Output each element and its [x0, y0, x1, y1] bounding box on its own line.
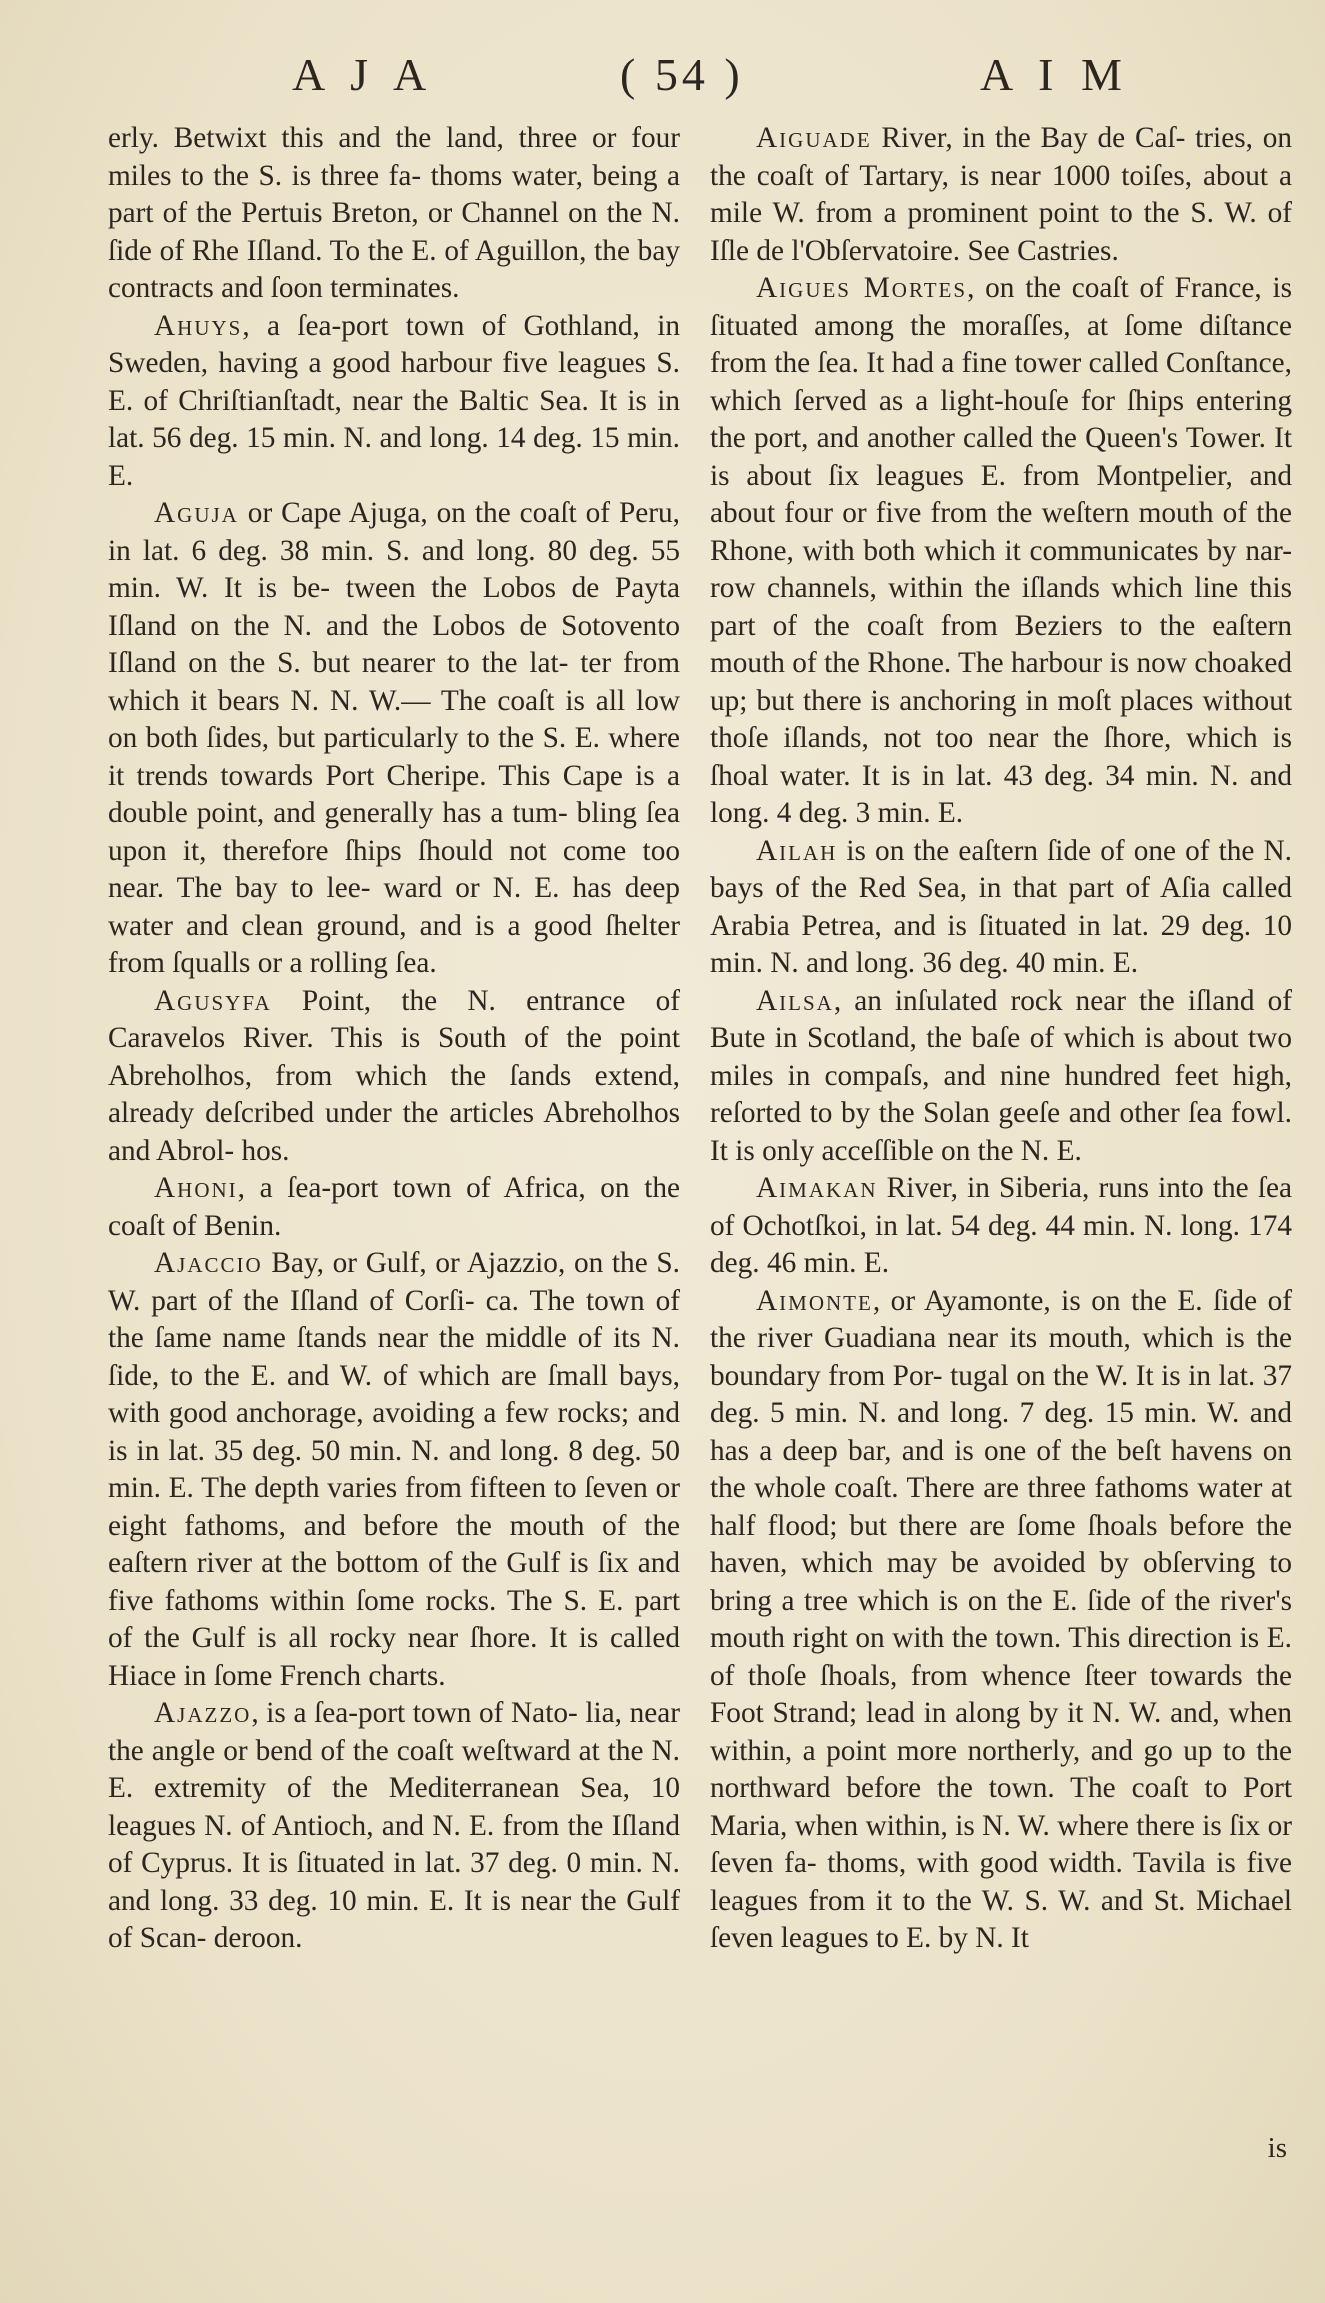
- gazetteer-entry-aimonte: [710, 1283, 1292, 1958]
- page-number: ( 54 ): [620, 49, 744, 100]
- running-header: [0, 48, 1325, 118]
- entry-headword: Ajaccio: [154, 1247, 263, 1279]
- entry-headword: Aimakan: [756, 1172, 878, 1204]
- entry-headword: Ailsa: [756, 984, 834, 1017]
- entry-text: , an inſulated rock near the iſland of Bute in Scotland, the baſe of which is about two miles in compaſs, and nine hundred feet high, reſorted to by the Solan geeſe and other ſea fowl. It is only acceſſible on the N. E.: [710, 984, 1292, 1167]
- entry-text: , a ſea-port town of Africa, on the coaſt of Benin.: [108, 1172, 680, 1242]
- gazetteer-entry-ailah: [710, 833, 1292, 983]
- catchword: is: [1267, 2132, 1287, 2164]
- header-right-guideword: A I M: [980, 49, 1130, 100]
- entry-text: , is a ſea-port town of Nato- lia, near the angle or bend of the coaſt weſtward at the N. E. extremity of the Mediterranean Sea, 10 leagues N. of Antioch, and N. E. from the Iſland of Cyprus. It is ſituated in lat. 37 deg. 0 min. N. and long. 33 deg. 10 min. E. It is near the Gulf of Scan- deroon.: [108, 1697, 680, 1954]
- entry-headword: Ahuys: [154, 309, 243, 342]
- gazetteer-entry-aimakan: [710, 1170, 1292, 1283]
- entry-text: River, in the Bay de Caſ- tries, on the coaſt of Tartary, is near 1000 toiſes, about a mile W. from a prominent point to the S. W. of Iſle de l'Obſervatoire. See Castries.: [710, 122, 1292, 267]
- gazetteer-entry-aguja: [108, 495, 680, 983]
- gazetteer-entry-ailsa: [710, 983, 1292, 1171]
- entry-headword: Ahoni: [154, 1172, 238, 1204]
- entry-text: River, in Siberia, runs into the ſea of Ochotſkoi, in lat. 54 deg. 44 min. N. long. 174 deg. 46 min. E.: [710, 1172, 1292, 1279]
- entry-headword: Ailah: [756, 834, 838, 867]
- entry-headword: Agusyfa: [154, 984, 272, 1017]
- entry-headword: Aiguade: [756, 122, 872, 154]
- gazetteer-entry-ajaccio: [108, 1245, 680, 1695]
- gazetteer-entry-ahoni: [108, 1170, 680, 1245]
- entry-headword: Aimonte: [756, 1284, 873, 1317]
- entry-text: , a ſea-port town of Gothland, in Sweden, having a good harbour five leagues S. E. of Chriſtianſtadt, near the Baltic Sea. It is in lat. 56 deg. 15 min. N. and long. 14 deg. 15 min. E.: [108, 309, 680, 492]
- entry-text: is on the eaſtern ſide of one of the N. bays of the Red Sea, in that part of Aſia called Arabia Petrea, and is ſituated in lat. 29 deg. 10 min. N. and long. 36 deg. 40 min. E.: [710, 834, 1292, 979]
- entry-headword: Aigues Mortes: [756, 272, 968, 304]
- left-column: [108, 120, 680, 1958]
- entry-headword: Aguja: [154, 497, 239, 529]
- header-left-guideword: A J A: [292, 49, 435, 100]
- gazetteer-entry-aiguade: [710, 120, 1292, 270]
- gazetteer-entry-agusyfa: [108, 983, 680, 1171]
- entry-text: Point, the N. entrance of Caravelos River. This is South of the point Abreholhos, from which the ſands extend, already deſcribed under the articles Abreholhos and Abrol- hos.: [108, 984, 680, 1167]
- entry-headword: Ajazzo: [154, 1697, 252, 1729]
- gazetteer-entry-continued: erly. Betwixt this and the land, three or four miles to the S. is three fa- thoms water, being a part of the Pertuis Breton, or Channel on the N. ſide of Rhe Iſland. To the E. of Aguillon, the bay contracts and ſoon terminates.: [108, 122, 680, 304]
- gazetteer-entry-ajazzo: [108, 1695, 680, 1958]
- gazetteer-entry-ahuys: [108, 308, 680, 496]
- right-column: [710, 120, 1292, 1958]
- entry-text: , on the coaſt of France, is ſituated among the moraſſes, at ſome diſtance from the ſea. It had a fine tower called Conſtance, which ſerved as a light-houſe for ſhips entering the port, and another called the Queen's Tower. It is about ſix leagues E. from Montpelier, and about four or five from the weſtern mouth of the Rhone, with both which it communicates by nar- row channels, within the iſlands which line this part of the coaſt from Beziers to the eaſtern mouth of the Rhone. The harbour is now choaked up; but there is anchoring in moſt places without thoſe iſlands, not too near the ſhore, which is ſhoal water. It is in lat. 43 deg. 34 min. N. and long. 4 deg. 3 min. E.: [710, 272, 1292, 829]
- gazetteer-entry-aigues-mortes: [710, 270, 1292, 833]
- entry-text: or Cape Ajuga, on the coaſt of Peru, in lat. 6 deg. 38 min. S. and long. 80 deg. 55 min. W. It is be- tween the Lobos de Payta Iſland on the N. and the Lobos de Sotovento Iſland on the S. but nearer to the lat- ter from which it bears N. N. W.— The coaſt is all low on both ſides, but particularly to the S. E. where it trends towards Port Cheripe. This Cape is a double point, and generally has a tum- bling ſea upon it, therefore ſhips ſhould not come too near. The bay to lee- ward or N. E. has deep water and clean ground, and is a good ſhelter from ſqualls or a rolling ſea.: [108, 497, 680, 979]
- entry-text: , or Ayamonte, is on the E. ſide of the river Guadiana near its mouth, which is the boundary from Por- tugal on the W. It is in lat. 37 deg. 5 min. N. and long. 7 deg. 15 min. W. and has a deep bar, and is one of the beſt havens on the whole coaſt. There are three fathoms water at half flood; but there are ſome ſhoals before the haven, which may be avoided by obſerving to bring a tree which is on the E. ſide of the river's mouth right on with the town. This direction is E. of thoſe ſhoals, from whence ſteer towards the Foot Strand; lead in along by it N. W. and, when within, a point more northerly, and go up to the northward before the town. The coaſt to Port Maria, when within, is N. W. where there is ſix or ſeven fa- thoms, with good width. Tavila is five leagues from it to the W. S. W. and St. Michael ſeven leagues to E. by N. It: [710, 1284, 1292, 1954]
- entry-text: Bay, or Gulf, or Ajazzio, on the S. W. part of the Iſland of Corſi- ca. The town of the ſame name ſtands near the middle of its N. ſide, to the E. and W. of which are ſmall bays, with good anchorage, avoiding a few rocks; and is in lat. 35 deg. 50 min. N. and long. 8 deg. 50 min. E. The depth varies from fifteen to ſeven or eight fathoms, and before the mouth of the eaſtern river at the bottom of the Gulf is ſix and five fathoms within ſome rocks. The S. E. part of the Gulf is all rocky near ſhore. It is called Hiace in ſome French charts.: [108, 1247, 680, 1692]
